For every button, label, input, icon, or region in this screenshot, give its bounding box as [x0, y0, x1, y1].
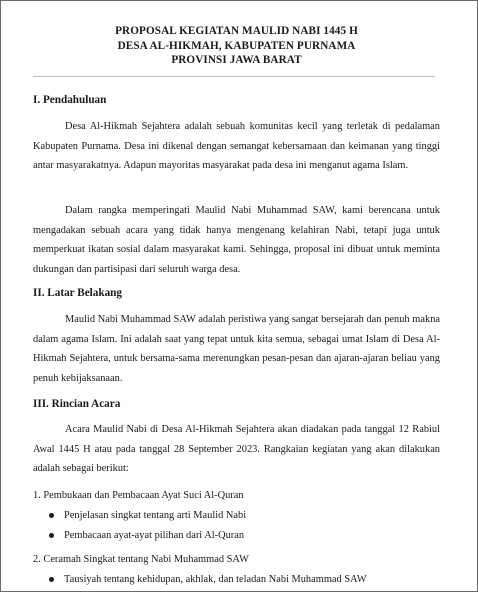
event-item-bullets — [33, 570, 440, 590]
section-pendahuluan — [33, 93, 440, 107]
list-item: Pembacaan ayat-ayat pilihan dari Al-Quran — [33, 526, 440, 546]
event-item-label: 1. Pembukaan dan Pembacaan Ayat Suci Al-Quran — [33, 490, 244, 501]
header-divider — [33, 76, 435, 77]
event-item-bullets — [33, 506, 440, 546]
pendahuluan-paragraph-2 — [33, 201, 440, 279]
section-heading: I. Pendahuluan — [33, 94, 107, 106]
bullet-icon — [49, 533, 54, 538]
pendahuluan-paragraph-1 — [33, 117, 440, 176]
list-item: Penjelasan singkat tentang arti Maulid Nabi — [33, 506, 440, 526]
header-line-3: PROVINSI JAWA BARAT — [171, 54, 302, 66]
rincian-acara-paragraph — [33, 420, 440, 479]
section-latar-belakang — [33, 286, 440, 300]
list-item: Tausiyah tentang kehidupan, akhlak, dan teladan Nabi Muhammad SAW — [33, 570, 440, 590]
event-item-label: 2. Ceramah Singkat tentang Nabi Muhammad SAW — [33, 554, 249, 565]
event-item-1 — [33, 489, 440, 546]
bullet-icon — [49, 513, 54, 518]
paragraph: Acara Maulid Nabi di Desa Al-Hikmah Sejahtera akan diadakan pada tanggal 12 Rabiul Awal 1445 H atau pada tanggal 28 September 2023. Rangkaian kegiatan yang akan dilakukan adalah sebagai berikut: — [33, 424, 440, 475]
paragraph: Dalam rangka memperingati Maulid Nabi Muhammad SAW, kami berencana untuk mengadakan sebuah acara yang tidak hanya mengenang kelahiran Nabi, tetapi juga untuk memperkuat ikatan sosial dalam masyarakat kami. Sehingga, proposal ini dibuat untuk meminta dukungan dan partisipasi dari seluruh warga desa. — [33, 205, 440, 275]
header-line-1: PROPOSAL KEGIATAN MAULID NABI 1445 H — [115, 25, 358, 37]
section-rincian-acara — [33, 397, 440, 411]
section-heading: III. Rincian Acara — [33, 398, 121, 410]
event-item-2 — [33, 553, 440, 590]
latar-belakang-paragraph — [33, 310, 440, 388]
header-line-2: DESA AL-HIKMAH, KABUPATEN PURNAMA — [117, 39, 356, 52]
document-header — [33, 0, 440, 68]
section-heading: II. Latar Belakang — [33, 287, 122, 299]
paragraph: Desa Al-Hikmah Sejahtera adalah sebuah komunitas kecil yang terletak di pedalaman Kabupaten Purnama. Desa ini dikenal dengan semangat kebersamaan dan keimanan yang tinggi antar masyarakatnya. Adapun mayoritas masyarakat pada desa ini menganut agama Islam. — [33, 121, 440, 172]
bullet-icon — [49, 577, 54, 582]
paragraph: Maulid Nabi Muhammad SAW adalah peristiwa yang sangat bersejarah dan penuh makna dalam agama Islam. Ini adalah saat yang tepat untuk kita semua, sebagai umat Islam di Desa Al-Hikmah Sejahtera, untuk bersama-sama merenungkan pesan-pesan dan ajaran-ajaran beliau yang penuh kebijaksanaan. — [33, 314, 440, 384]
